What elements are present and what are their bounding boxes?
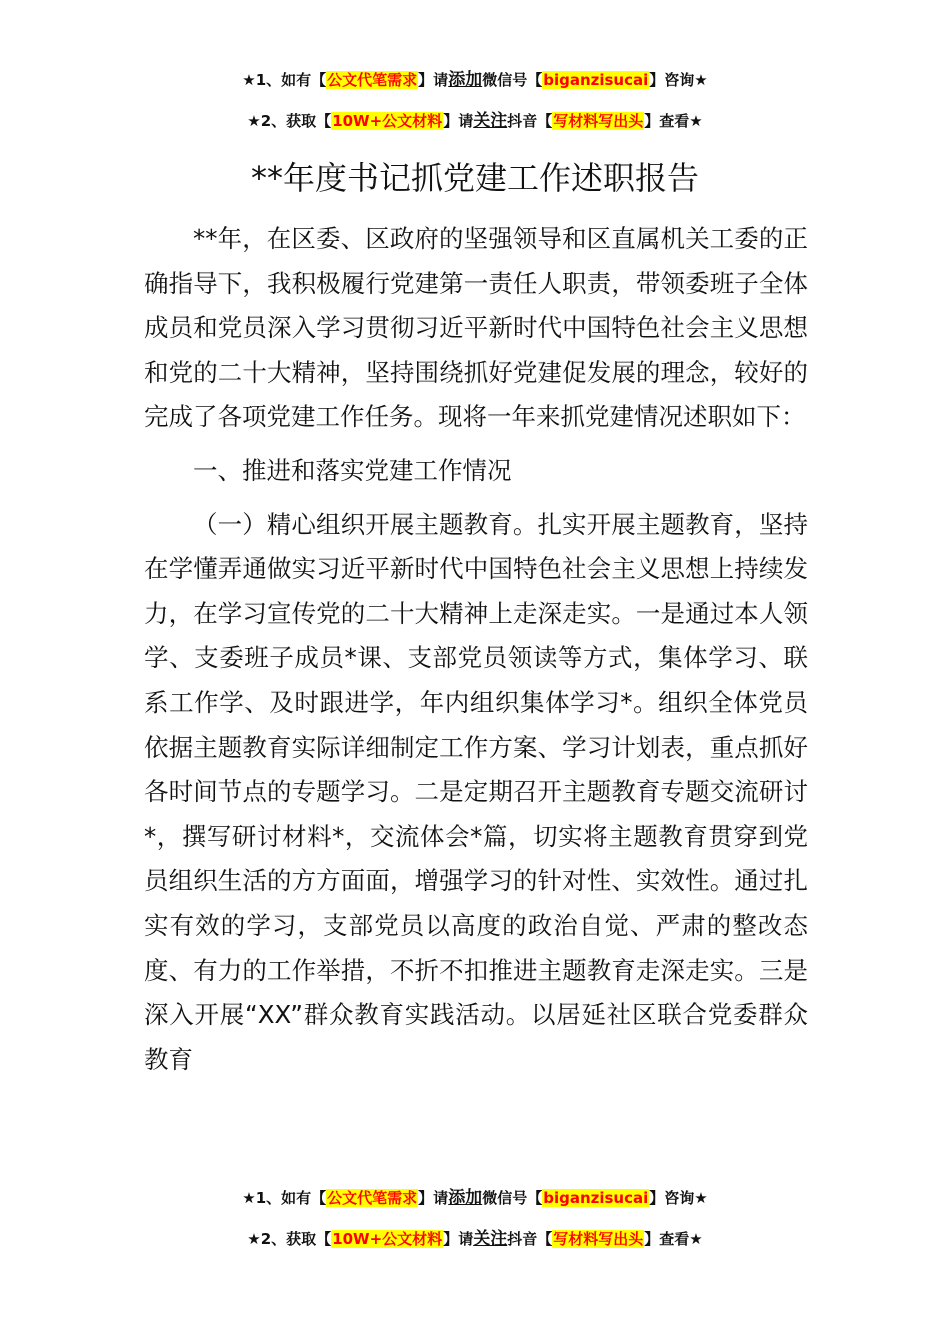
highlight-service: 公文代笔需求	[327, 71, 418, 89]
bottom-banner-line-2: ★2、获取【10W+公文材料】请关注抖音【写材料写出头】查看★	[247, 1229, 703, 1249]
section-heading: 一、推进和落实党建工作情况	[193, 455, 512, 485]
highlight-service: 公文代笔需求	[327, 1189, 418, 1207]
document-body	[144, 217, 808, 1082]
top-banner-line-2: ★2、获取【10W+公文材料】请关注抖音【写材料写出头】查看★	[247, 111, 703, 131]
underlined-action: 添加	[448, 1188, 483, 1208]
highlight-materials: 10W+公文材料	[332, 1230, 443, 1248]
underlined-action: 关注	[473, 1229, 508, 1249]
underlined-action: 添加	[448, 70, 483, 90]
highlight-materials: 10W+公文材料	[332, 112, 443, 130]
highlight-douyin-account: 写材料写出头	[553, 112, 644, 130]
highlight-wechat-id: biganzisucai	[543, 1189, 649, 1207]
bottom-banner-line-1: ★1、如有【公文代笔需求】请添加微信号【biganzisucai】咨询★	[242, 1188, 708, 1208]
underlined-action: 关注	[473, 111, 508, 131]
highlight-wechat-id: biganzisucai	[543, 71, 649, 89]
paragraph-intro: **年，在区委、区政府的坚强领导和区直属机关工委的正确指导下，我积极履行党建第一责任人职责，带领委班子全体成员和党员深入学习贯彻习近平新时代中国特色社会主义思想和党的二十大精神，坚持围绕抓好党建促发展的理念，较好的完成了各项党建工作任务。现将一年来抓党建情况述职如下：	[144, 224, 808, 432]
paragraph-theme-education: （一）精心组织开展主题教育。扎实开展主题教育，坚持在学懂弄通做实习近平新时代中国特色社会主义思想上持续发力，在学习宣传党的二十大精神上走深走实。一是通过本人领学、支委班子成员*课、支部党员领读等方式，集体学习、联系工作学、及时跟进学，年内组织集体学习*。组织全体党员依据主题教育实际详细制定工作方案、学习计划表，重点抓好各时间节点的专题学习。二是定期召开主题教育专题交流研讨*，撰写研讨材料*，交流体会*篇，切实将主题教育贯穿到党员组织生活的方方面面，增强学习的针对性、实效性。通过扎实有效的学习，支部党员以高度的政治自觉、严肃的整改态度、有力的工作举措，不折不扣推进主题教育走深走实。三是深入开展“XX”群众教育实践活动。以居延社区联合党委群众教育	[144, 509, 808, 1074]
top-banner-line-1: ★1、如有【公文代笔需求】请添加微信号【biganzisucai】咨询★	[242, 70, 708, 90]
highlight-douyin-account: 写材料写出头	[553, 1230, 644, 1248]
document-title: **年度书记抓党建工作述职报告	[250, 159, 699, 197]
